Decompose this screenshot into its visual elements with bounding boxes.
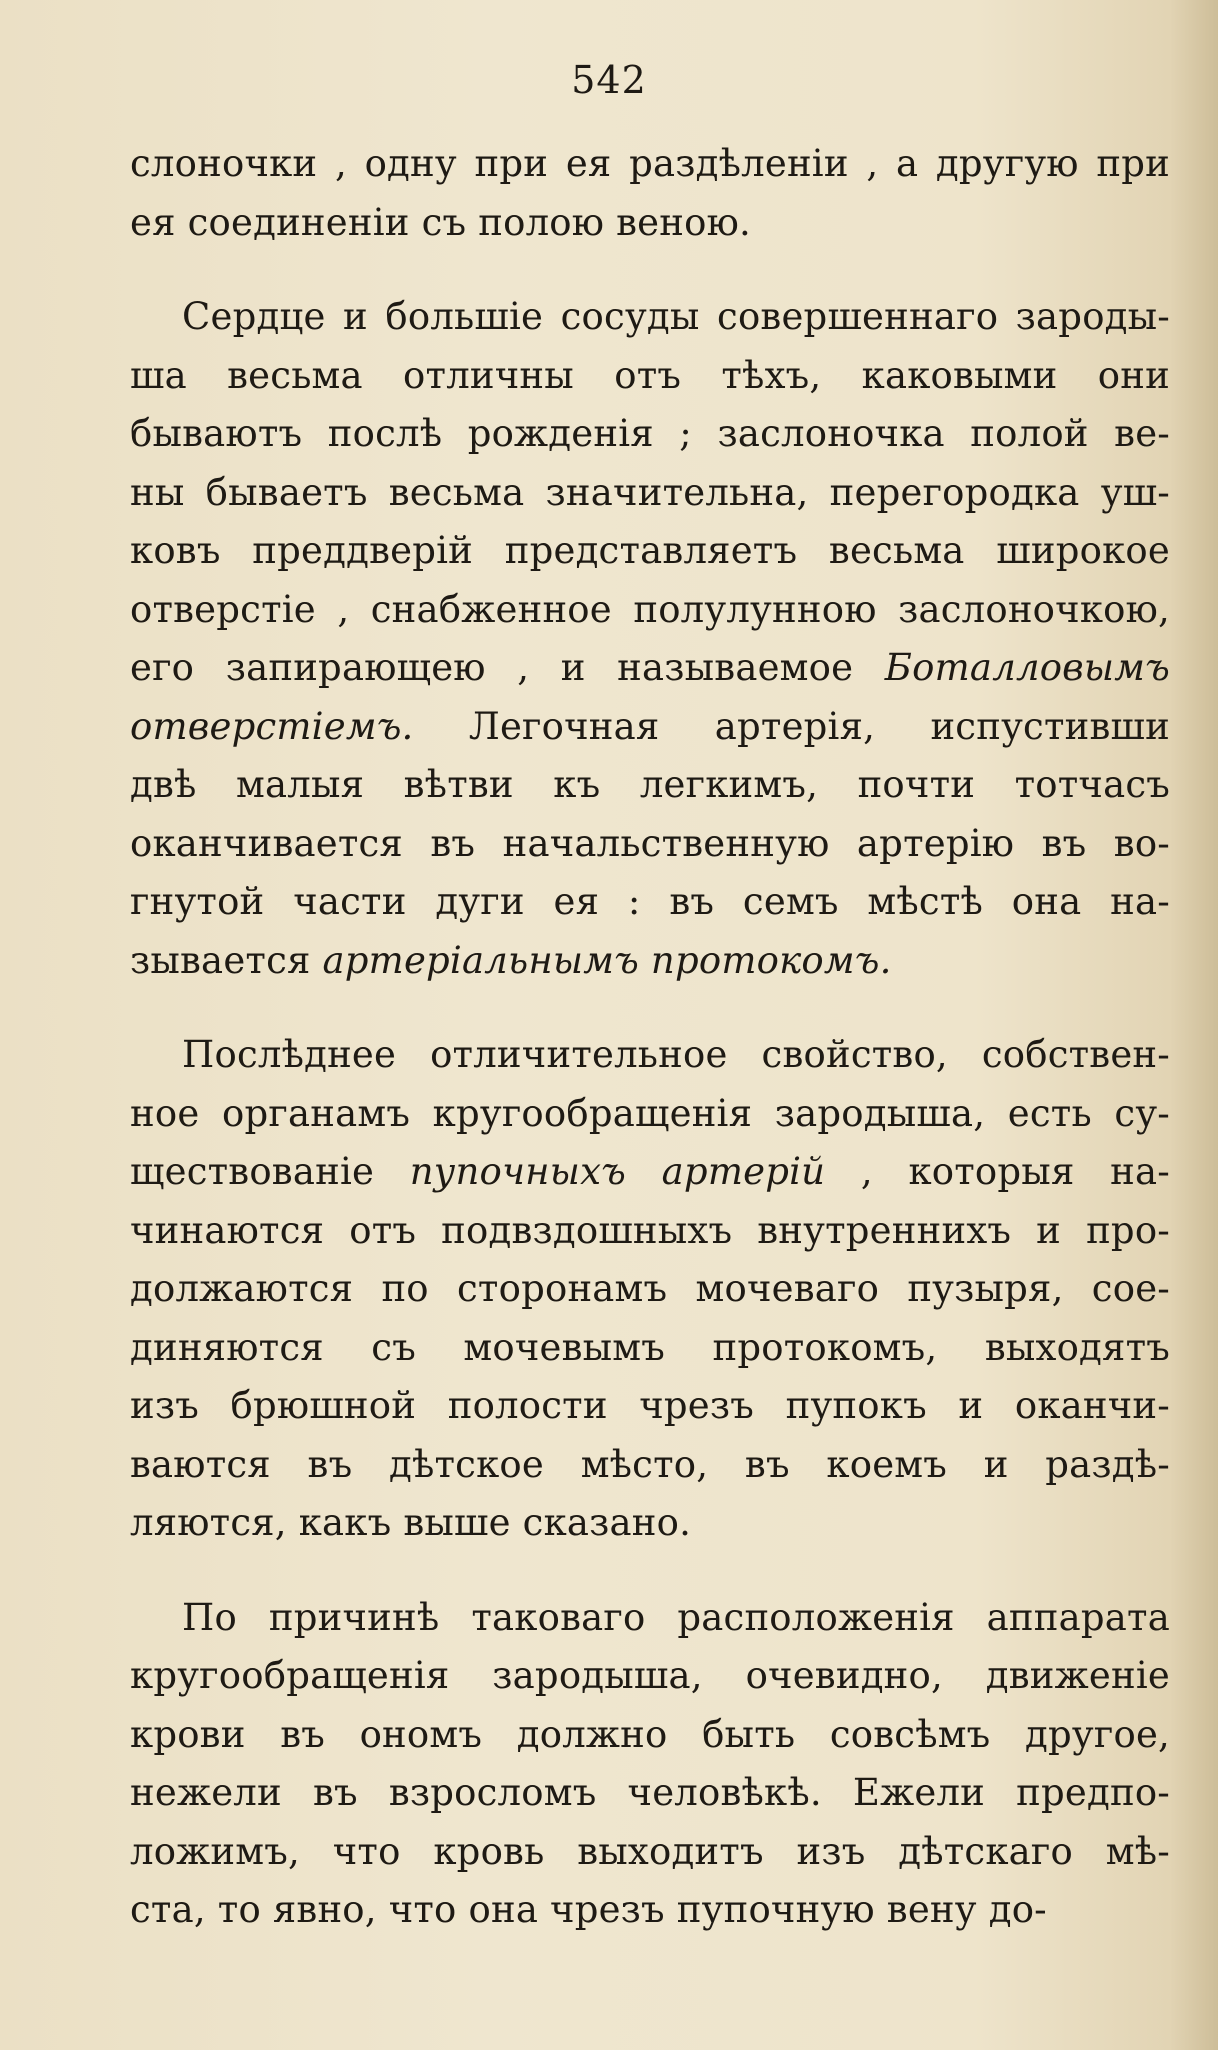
text-segment: двѣ малыя вѣтви къ легкимъ, почти тотчасъ: [130, 763, 1170, 806]
text-line: [130, 1026, 1170, 1085]
text-segment: ны бываетъ весьма значительна, перегородка уш-: [130, 470, 1170, 514]
text-segment: диняются съ мочевымъ протокомъ, выходятъ: [130, 1325, 1170, 1369]
text-segment: бываютъ послѣ рожденія ; заслоночка полой ве-: [130, 412, 1170, 455]
paragraph: [130, 1026, 1170, 1553]
text-segment: По причинѣ таковаго расположенія аппарата: [182, 1595, 1170, 1639]
text-segment: зывается: [130, 938, 323, 982]
text-segment: ществованіе: [130, 1150, 410, 1193]
text-segment: Легочная артерія, испустивши: [413, 704, 1170, 748]
paragraph-gap: [130, 990, 1170, 1026]
italic-term: отверстіемъ.: [130, 704, 414, 748]
text-line: [130, 347, 1170, 406]
text-line: [130, 405, 1170, 464]
paragraph-gap: [130, 1553, 1170, 1589]
text-segment: оканчивается въ начальственную артерію въ во-: [130, 821, 1170, 865]
body-text: [130, 135, 1170, 1940]
text-segment: должаются по сторонамъ мочеваго пузыря, сое-: [130, 1267, 1170, 1310]
text-segment: ное органамъ кругообращенія зародыша, есть су-: [130, 1091, 1170, 1135]
text-segment: Сердце и большіе сосуды совершеннаго зароды-: [182, 295, 1170, 338]
text-segment: отверстіе , снабженное полулунною заслоночкою,: [130, 587, 1170, 631]
text-line: [130, 873, 1170, 932]
paragraph: [130, 288, 1170, 990]
text-line: [130, 194, 1170, 253]
text-segment: ковъ преддверій представляетъ весьма широкое: [130, 529, 1170, 572]
text-line: [130, 1881, 1170, 1940]
text-segment: ваются въ дѣтское мѣсто, въ коемъ и раздѣ-: [130, 1442, 1170, 1486]
text-line: [130, 1494, 1170, 1553]
text-segment: чинаются отъ подвздошныхъ внутреннихъ и про-: [130, 1208, 1170, 1252]
italic-term: пупочныхъ артерій: [409, 1150, 826, 1193]
text-line: [130, 932, 1170, 991]
text-segment: нежели въ взросломъ человѣкѣ. Ежели предпо-: [130, 1771, 1170, 1814]
italic-term: Боталловымъ: [884, 646, 1170, 689]
text-line: [130, 522, 1170, 581]
paragraph: [130, 135, 1170, 252]
text-segment: крови въ ономъ должно быть совсѣмъ другое,: [130, 1712, 1170, 1756]
text-segment: кругообращенія зародыша, очевидно, движеніе: [130, 1654, 1170, 1697]
text-line: [130, 1764, 1170, 1823]
text-line: [130, 135, 1170, 194]
text-line: [130, 1085, 1170, 1144]
text-line: [130, 639, 1170, 698]
text-segment: ста, то явно, что она чрезъ пупочную вену до-: [130, 1888, 1047, 1931]
text-segment: ляются, какъ выше сказано.: [130, 1501, 692, 1544]
text-line: [130, 1647, 1170, 1706]
text-line: [130, 815, 1170, 874]
italic-term: артеріальнымъ протокомъ.: [322, 938, 892, 982]
text-segment: гнутой части дуги ея : въ семъ мѣстѣ она на-: [130, 880, 1170, 923]
text-line: [130, 1260, 1170, 1319]
text-line: [130, 698, 1170, 757]
page-number: 542: [571, 58, 647, 102]
text-line: [130, 1143, 1170, 1202]
text-line: [130, 581, 1170, 640]
text-line: [130, 1706, 1170, 1765]
text-segment: Послѣднее отличительное свойство, собствен-: [182, 1033, 1170, 1076]
text-segment: слоночки , одну при ея раздѣленіи , а другую при: [130, 142, 1170, 185]
text-line: [130, 1823, 1170, 1882]
text-line: [130, 756, 1170, 815]
paragraph: [130, 1589, 1170, 1940]
text-line: [130, 1589, 1170, 1648]
paragraph-gap: [130, 252, 1170, 288]
text-segment: ложимъ, что кровь выходитъ изъ дѣтскаго мѣ-: [130, 1829, 1170, 1873]
text-line: [130, 1202, 1170, 1261]
text-segment: изъ брюшной полости чрезъ пупокъ и оканчи-: [130, 1384, 1170, 1427]
text-line: [130, 1319, 1170, 1378]
text-segment: ея соединеніи съ полою веною.: [130, 200, 751, 244]
text-line: [130, 464, 1170, 523]
text-segment: ша весьма отличны отъ тѣхъ, каковыми они: [130, 353, 1170, 397]
text-line: [130, 1377, 1170, 1436]
text-segment: , которыя на-: [825, 1150, 1170, 1193]
text-segment: его запирающею , и называемое: [130, 646, 885, 689]
text-line: [130, 1436, 1170, 1495]
text-line: [130, 288, 1170, 347]
